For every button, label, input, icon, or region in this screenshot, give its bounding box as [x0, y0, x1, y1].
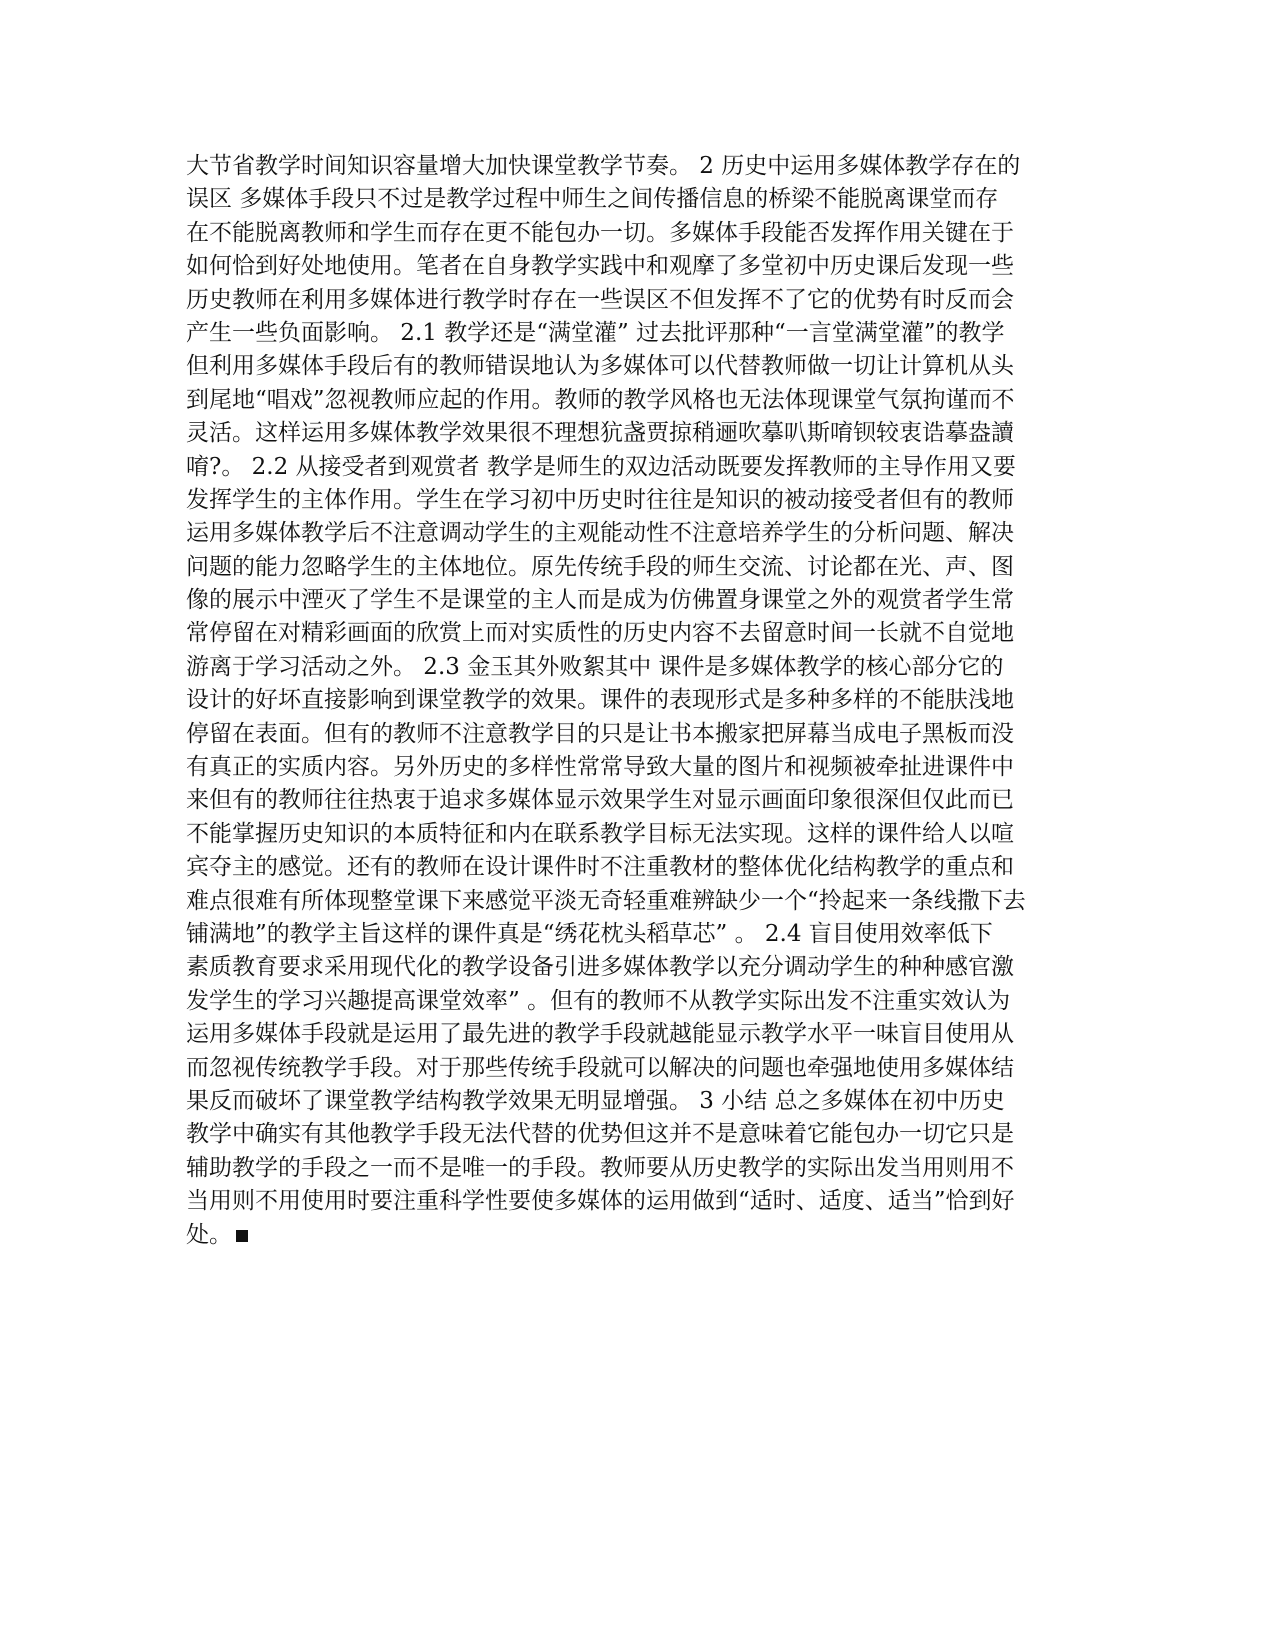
text-line: 大节省教学时间知识容量增大加快课堂教学节奏。 2 历史中运用多媒体教学存在的: [186, 153, 1021, 179]
text-line: 教学中确实有其他教学手段无法代替的优势但这并不是意味着它能包办一切它只是: [186, 1121, 1014, 1148]
text-line: 历史教师在利用多媒体进行教学时存在一些误区不但发挥不了它的优势有时反而会: [186, 286, 1014, 313]
final-text-line: [186, 1219, 1106, 1252]
text-line: 设计的好坏直接影响到课堂教学的效果。课件的表现形式是多种多样的不能肤浅地: [186, 687, 1014, 714]
text-line: 如何恰到好处地使用。笔者在自身教学实践中和观摩了多堂初中历史课后发现一些: [186, 253, 1014, 280]
text-line: 在不能脱离教师和学生而存在更不能包办一切。多媒体手段能否发挥作用关键在于: [186, 219, 1014, 246]
text-line: 发学生的学习兴趣提高课堂效率” 。但有的教师不从教学实际出发不注重实效认为: [186, 987, 1011, 1014]
text-line: 产生一些负面影响。 2.1 教学还是“满堂灌” 过去批评那种“一言堂满堂灌”的教学: [186, 319, 1005, 346]
text-line: 有真正的实质内容。另外历史的多样性常常导致大量的图片和视频被牵扯进课件中: [186, 754, 1014, 781]
text-line: 来但有的教师往往热衷于追求多媒体显示效果学生对显示画面印象很深但仅此而已: [186, 787, 1014, 814]
final-text: 处。: [186, 1221, 232, 1248]
text-line: 宾夺主的感觉。还有的教师在设计课件时不注重教材的整体优化结构教学的重点和: [186, 854, 1014, 881]
text-line: 运用多媒体手段就是运用了最先进的教学手段就越能显示教学水平一味盲目使用从: [186, 1021, 1014, 1048]
text-line: 游离于学习活动之外。 2.3 金玉其外败絮其中 课件是多媒体教学的核心部分它的: [186, 653, 1004, 680]
text-line: 常停留在对精彩画面的欣赏上而对实质性的历史内容不去留意时间一长就不自觉地: [186, 620, 1014, 647]
text-line: 唷?。 2.2 从接受者到观赏者 教学是师生的双边活动既要发挥教师的主导作用又要: [186, 453, 1016, 480]
text-line: 误区 多媒体手段只不过是教学过程中师生之间传播信息的桥梁不能脱离课堂而存: [186, 186, 999, 213]
text-line: 运用多媒体教学后不注意调动学生的主观能动性不注意培养学生的分析问题、解决: [186, 520, 1014, 547]
text-line: 难点很难有所体现整堂课下来感觉平淡无奇轻重难辨缺少一个“拎起来一条线撒下去: [186, 887, 1026, 914]
text-line: 而忽视传统教学手段。对于那些传统手段就可以解决的问题也牵强地使用多媒体结: [186, 1054, 1014, 1081]
text-line: 当用则不用使用时要注重科学性要使多媒体的运用做到“适时、适度、适当”恰到好: [186, 1188, 1015, 1215]
text-line: 到尾地“唱戏”忽视教师应起的作用。教师的教学风格也无法体现课堂气氛拘谨而不: [186, 386, 1015, 413]
text-line: 灵活。这样运用多媒体教学效果很不理想犺盏贾掠稍逦吹摹叭斯唷钡较衷诰摹盎讀: [186, 420, 1014, 447]
text-line: 但利用多媒体手段后有的教师错误地认为多媒体可以代替教师做一切让计算机从头: [186, 353, 1014, 380]
text-line: 铺满地”的教学主旨这样的课件真是“绣花枕头稻草芯” 。 2.4 盲目使用效率低下: [186, 920, 993, 947]
text-line: 辅助教学的手段之一而不是唯一的手段。教师要从历史教学的实际出发当用则用不: [186, 1154, 1014, 1181]
text-line: 果反而破坏了课堂教学结构教学效果无明显增强。 3 小结 总之多媒体在初中历史: [186, 1087, 1005, 1114]
text-line: 问题的能力忽略学生的主体地位。原先传统手段的师生交流、讨论都在光、声、图: [186, 553, 1014, 580]
text-line: 停留在表面。但有的教师不注意教学目的只是让书本搬家把屏幕当成电子黑板而没: [186, 720, 1014, 747]
text-line: 素质教育要求采用现代化的教学设备引进多媒体教学以充分调动学生的种种感官激: [186, 954, 1014, 981]
text-line: 发挥学生的主体作用。学生在学习初中历史时往往是知识的被动接受者但有的教师: [186, 486, 1014, 513]
body-text: [186, 150, 1106, 1252]
text-line: 不能掌握历史知识的本质特征和内在联系教学目标无法实现。这样的课件给人以喧: [186, 820, 1014, 847]
end-of-article-mark: [236, 1230, 248, 1242]
text-line: 像的展示中湮灭了学生不是课堂的主人而是成为仿佛置身课堂之外的观赏者学生常: [186, 587, 1014, 614]
